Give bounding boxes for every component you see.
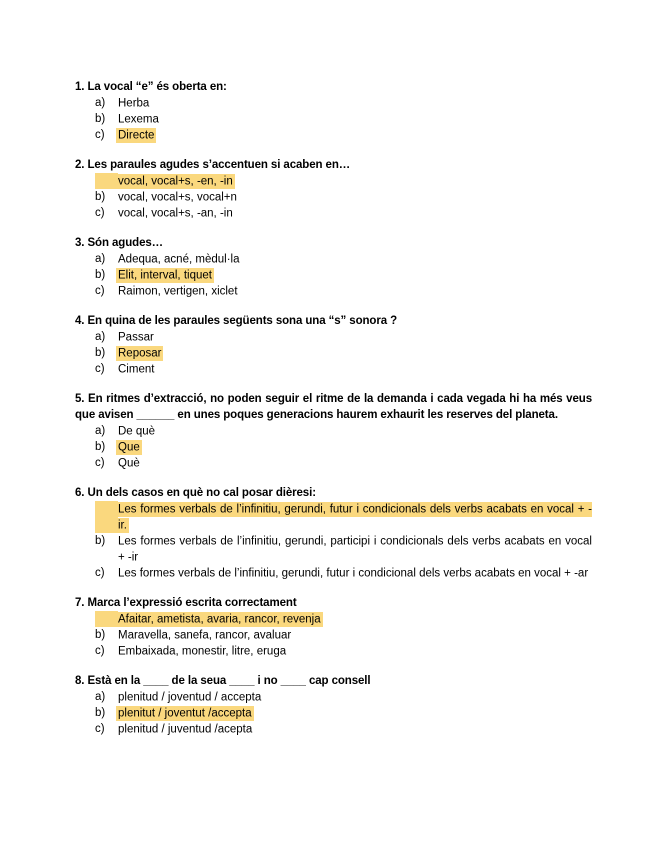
answer-option bbox=[95, 127, 592, 143]
option-marker: b) bbox=[95, 191, 106, 203]
answer-option bbox=[95, 501, 592, 533]
option-text-content: Les formes verbals de l’infinitiu, gerundi, futur i condicional dels verbs acabats en vocal + -ar bbox=[118, 567, 589, 579]
option-text-content: Elit, interval, tiquet bbox=[118, 269, 212, 281]
option-text bbox=[118, 501, 592, 533]
option-text bbox=[118, 267, 592, 283]
answer-option bbox=[95, 329, 592, 345]
answer-option bbox=[95, 627, 592, 643]
question-title: 7. Marca l’expressió escrita correctament bbox=[75, 597, 297, 609]
option-marker: b) bbox=[95, 113, 106, 125]
answer-option bbox=[95, 361, 592, 377]
option-text-content: vocal, vocal+s, -an, -in bbox=[118, 207, 233, 219]
option-text-content: Les formes verbals de l’infinitiu, gerundi, futur i condicionals dels verbs acabats en vocal + -ir. bbox=[118, 503, 592, 531]
option-text-content: Què bbox=[118, 457, 140, 469]
option-text-content: Herba bbox=[118, 97, 150, 109]
option-text-content: Les formes verbals de l’infinitiu, gerundi, participi i condicionals dels verbs acabats en vocal + -ir bbox=[118, 535, 592, 563]
option-marker: c) bbox=[95, 723, 105, 735]
option-text bbox=[118, 111, 592, 127]
option-marker: a) bbox=[95, 691, 106, 703]
question-block bbox=[75, 391, 592, 471]
question-block bbox=[75, 485, 592, 581]
option-text bbox=[118, 95, 592, 111]
question-title: 4. En quina de les paraules següents sona una “s” sonora ? bbox=[75, 315, 398, 327]
option-marker: a) bbox=[95, 425, 106, 437]
option-marker: b) bbox=[95, 347, 106, 359]
option-marker: a) bbox=[95, 253, 106, 265]
option-marker: c) bbox=[95, 645, 105, 657]
option-text bbox=[118, 565, 592, 581]
option-marker: b) bbox=[95, 535, 106, 547]
option-text bbox=[118, 423, 592, 439]
option-text-content: Raimon, vertigen, xiclet bbox=[118, 285, 238, 297]
option-text-content: Adequa, acné, mèdul·la bbox=[118, 253, 240, 265]
option-text-content: plenitut / joventut /accepta bbox=[118, 707, 252, 719]
option-marker: a) bbox=[95, 97, 106, 109]
option-text-content: vocal, vocal+s, -en, -in bbox=[118, 175, 233, 187]
option-text bbox=[118, 251, 592, 267]
option-text bbox=[118, 205, 592, 221]
option-text bbox=[118, 627, 592, 643]
question-block bbox=[75, 313, 592, 377]
option-marker: c) bbox=[95, 285, 105, 297]
option-marker: b) bbox=[95, 441, 106, 453]
option-marker: c) bbox=[95, 207, 105, 219]
option-text bbox=[118, 189, 592, 205]
question-title: 1. La vocal “e” és oberta en: bbox=[75, 81, 227, 93]
option-text bbox=[118, 345, 592, 361]
answer-option bbox=[95, 205, 592, 221]
option-marker: a) bbox=[95, 501, 118, 533]
answer-option bbox=[95, 565, 592, 581]
option-text-content: De què bbox=[118, 425, 156, 437]
option-marker: a) bbox=[95, 173, 118, 189]
option-marker: b) bbox=[95, 707, 106, 719]
option-text bbox=[118, 455, 592, 471]
option-text-content: plenitud / joventud / accepta bbox=[118, 691, 262, 703]
answer-option bbox=[95, 455, 592, 471]
answer-option bbox=[95, 173, 592, 189]
answer-option bbox=[95, 267, 592, 283]
answer-option bbox=[95, 251, 592, 267]
option-marker: b) bbox=[95, 269, 106, 281]
answer-option bbox=[95, 643, 592, 659]
option-marker: c) bbox=[95, 567, 105, 579]
option-marker: b) bbox=[95, 629, 106, 641]
option-text-content: Lexema bbox=[118, 113, 159, 125]
answer-option bbox=[95, 345, 592, 361]
question-title: 6. Un dels casos en què no cal posar dièresi: bbox=[75, 487, 316, 499]
option-text bbox=[118, 361, 592, 377]
question-block bbox=[75, 673, 592, 737]
option-text bbox=[118, 439, 592, 455]
question-block bbox=[75, 79, 592, 143]
option-text-content: vocal, vocal+s, vocal+n bbox=[118, 191, 237, 203]
option-text-content: Reposar bbox=[118, 347, 162, 359]
option-marker: a) bbox=[95, 331, 106, 343]
questions-area bbox=[75, 79, 592, 737]
option-text bbox=[118, 721, 592, 737]
option-text-content: Que bbox=[118, 441, 140, 453]
answer-option bbox=[95, 611, 592, 627]
option-text bbox=[118, 127, 592, 143]
question-title: 5. En ritmes d’extracció, no poden seguir el ritme de la demanda i cada vegada hi ha més veus que avisen ______ en unes poques generacions haurem exhaurit les reserves del planeta. bbox=[75, 393, 592, 421]
answer-option bbox=[95, 111, 592, 127]
answer-option bbox=[95, 95, 592, 111]
question-block bbox=[75, 235, 592, 299]
answer-option bbox=[95, 721, 592, 737]
answer-option bbox=[95, 705, 592, 721]
option-text bbox=[118, 329, 592, 345]
answer-option bbox=[95, 283, 592, 299]
answer-option bbox=[95, 689, 592, 705]
option-text-content: Afaitar, ametista, avaria, rancor, revenja bbox=[118, 613, 321, 625]
option-text bbox=[118, 705, 592, 721]
answer-option bbox=[95, 189, 592, 205]
option-marker: a) bbox=[95, 611, 118, 627]
option-text-content: plenitud / juventud /acepta bbox=[118, 723, 253, 735]
option-text-content: Ciment bbox=[118, 363, 155, 375]
question-title: 2. Les paraules agudes s’accentuen si acaben en… bbox=[75, 159, 351, 171]
answer-option bbox=[95, 423, 592, 439]
option-text-content: Passar bbox=[118, 331, 154, 343]
option-marker: c) bbox=[95, 457, 105, 469]
question-title: 3. Són agudes… bbox=[75, 237, 164, 249]
question-block bbox=[75, 595, 592, 659]
answer-option bbox=[95, 439, 592, 455]
option-text bbox=[118, 643, 592, 659]
option-text-content: Directe bbox=[118, 129, 155, 141]
answer-option bbox=[95, 533, 592, 565]
option-text bbox=[118, 173, 592, 189]
option-text-content: Embaixada, monestir, litre, eruga bbox=[118, 645, 287, 657]
option-text bbox=[118, 689, 592, 705]
question-block bbox=[75, 157, 592, 221]
option-marker: c) bbox=[95, 129, 105, 141]
option-text bbox=[118, 283, 592, 299]
option-marker: c) bbox=[95, 363, 105, 375]
question-title: 8. Està en la ____ de la seua ____ i no ____ cap consell bbox=[75, 675, 371, 687]
option-text bbox=[118, 533, 592, 565]
option-text bbox=[118, 611, 592, 627]
option-text-content: Maravella, sanefa, rancor, avaluar bbox=[118, 629, 292, 641]
